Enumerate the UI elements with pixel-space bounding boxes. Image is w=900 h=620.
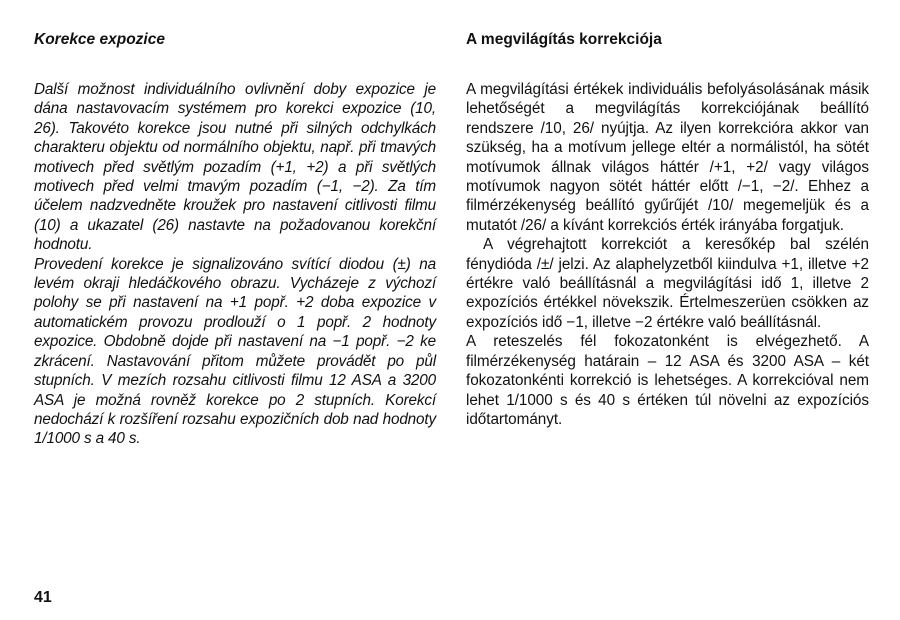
- body-paragraph: Provedení korekce je signalizováno svítící diodou (±) na levém okraji hledáčkového obrazu. Vycházeje z výchozí polohy se při nastavení na +1 popř. +2 doba expozice v automatickém provozu prodlouží o 1 popř. 2 hodnoty expozice. Obdobně dojde při nastavení na −1 popř. −2 ke zkrácení. Nastavování přitom můžete provádět po půl stupních. V mezích rozsahu citlivosti filmu 12 ASA a 3200 ASA je možná rovněž korekce po 2 stupních. Korekcí nedochází k rozšíření rozsahu expozičních dob nad hodnoty 1/1000 s a 40 s.: [34, 255, 436, 448]
- left-column-czech: [34, 30, 436, 449]
- body-paragraph: A megvilágítási értékek individuális befolyásolásának másik lehetőségét a megvilágítás korrekciójának beállító rendszere /10, 26/ nyújtja. Az ilyen korrekcióra akkor van szükség, ha a motívum jellege eltér a normálistól, ha sötét motívumok állnak világos háttér /+1, +2/ vagy világos motívumok nagyon sötét háttér előtt /−1, −2/. Ehhez a filmérzékenység beállító gyűrűjét /10/ megemeljük és a mutatót /26/ a kívánt korrekciós érték irányába forgatjuk.: [466, 81, 869, 234]
- page-number: 41: [34, 589, 52, 606]
- section-heading-hungarian: A megvilágítás korrekciója: [466, 31, 662, 48]
- section-heading-czech: Korekce expozice: [34, 31, 165, 48]
- body-paragraph: A reteszelés fél fokozatonként is elvégezhető. A filmérzékenység határain – 12 ASA és 3200 ASA – két fokozatonkénti korrekció is lehetséges. A korrekcióval nem lehet 1/1000 s és 40 s értéken túl növelni az expozíciós időtartományt.: [466, 333, 869, 428]
- right-column-hungarian: [466, 30, 869, 429]
- body-paragraph: A végrehajtott korrekciót a keresőkép bal szélén fénydióda /±/ jelzi. Az alaphelyzetből kiindulva +1, illetve +2 értékre való beállításnál a megvilágítási idő 1, illetve 2 expozíciós értékkel növekszik. Értelmeszerüen csökken az expozíciós idő −1, illetve −2 értékre való beállításnál.: [466, 236, 869, 331]
- body-paragraph: Další možnost individuálního ovlivnění doby expozice je dána nastavovacím systémem pro korekci expozice (10, 26). Takovéto korekce jsou nutné při silných odchylkách charakteru objektu od normálního objektu, např. při tmavých motivech před světlým pozadím (+1, +2) a při světlých motivech před velmi tmavým pozadím (−1, −2). Za tím účelem nadzvedněte kroužek pro nastavení citlivosti filmu (10) a ukazatel (26) nastavte na požadovanou korekční hodnotu.: [34, 81, 436, 254]
